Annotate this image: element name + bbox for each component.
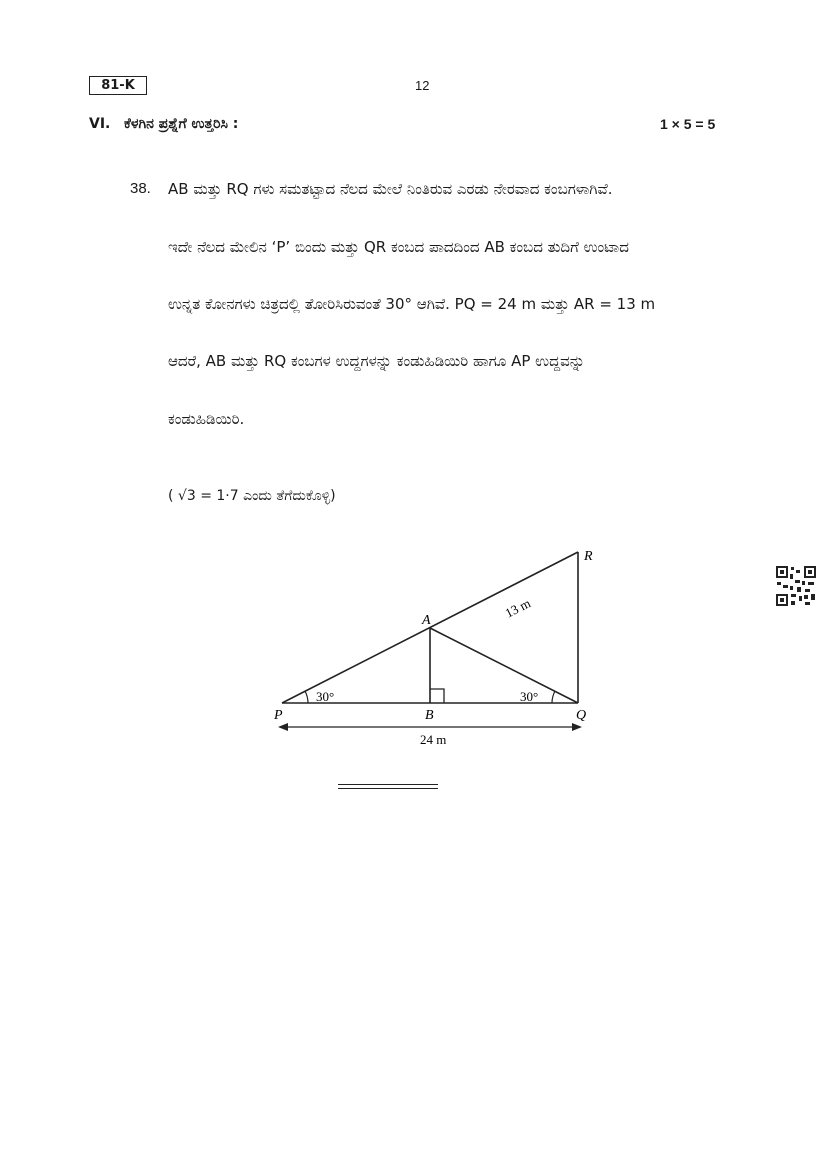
- angle-label-P: 30°: [316, 689, 335, 704]
- question-line-3: ಉನ್ನತ ಕೋನಗಳು ಚಿತ್ರದಲ್ಲಿ ತೋರಿಸಿರುವಂತೆ 30° ಆಗಿವೆ. PQ = 24 m ಮತ್ತು AR = 13 m: [168, 295, 656, 313]
- question-line-5: ಕಂಡುಹಿಡಿಯಿರಿ.: [168, 410, 245, 428]
- angle-arc-P: [305, 691, 308, 703]
- question-line-1: AB ಮತ್ತು RQ ಗಳು ಸಮತಟ್ಟಾದ ನೆಲದ ಮೇಲೆ ನಿಂತಿರುವ ಎರಡು ನೇರವಾದ ಕಂಬಗಳಾಗಿವೆ.: [168, 180, 613, 198]
- label-Q: Q: [576, 708, 587, 723]
- sqrt-note: ( √3 = 1·7 ಎಂದು ತೆಗೆದುಕೊಳ್ಳಿ): [168, 488, 336, 504]
- end-rule-top: [338, 784, 438, 785]
- angle-arc-Q: [552, 691, 555, 703]
- qr-code-icon: [776, 566, 816, 606]
- pole-diagram: [260, 540, 620, 755]
- question-line-4: ಆದರೆ, AB ಮತ್ತು RQ ಕಂಬಗಳ ಉದ್ದಗಳನ್ನು ಕಂಡುಹಿಡಿಯಿರಿ ಹಾಗೂ AP ಉದ್ದವನ್ನು: [168, 352, 585, 370]
- section-number: VI.: [89, 116, 111, 132]
- end-rule-bottom: [338, 788, 438, 789]
- label-P: P: [274, 708, 283, 723]
- section-title: ಕೆಳಗಿನ ಪ್ರಶ್ನೆಗೆ ಉತ್ತರಿಸಿ :: [124, 116, 239, 132]
- section-marks: 1 × 5 = 5: [660, 116, 716, 132]
- page-number: 12: [415, 78, 430, 93]
- angle-label-Q: 30°: [520, 689, 539, 704]
- paper-code-box: 81-K: [89, 76, 147, 95]
- line-AQ: [430, 628, 578, 703]
- label-A: A: [422, 613, 431, 628]
- label-AR-length: 13 m: [502, 595, 533, 621]
- label-R: R: [584, 549, 593, 564]
- right-angle-mark: [430, 689, 444, 703]
- arrow-right: [572, 723, 582, 731]
- label-B: B: [425, 708, 434, 723]
- arrow-left: [278, 723, 288, 731]
- question-number: 38.: [130, 180, 151, 197]
- label-PQ-length: 24 m: [420, 732, 447, 747]
- question-line-2: ಇದೇ ನೆಲದ ಮೇಲಿನ ‘P’ ಬಿಂದು ಮತ್ತು QR ಕಂಬದ ಪಾದದಿಂದ AB ಕಂಬದ ತುದಿಗೆ ಉಂಟಾದ: [168, 238, 629, 256]
